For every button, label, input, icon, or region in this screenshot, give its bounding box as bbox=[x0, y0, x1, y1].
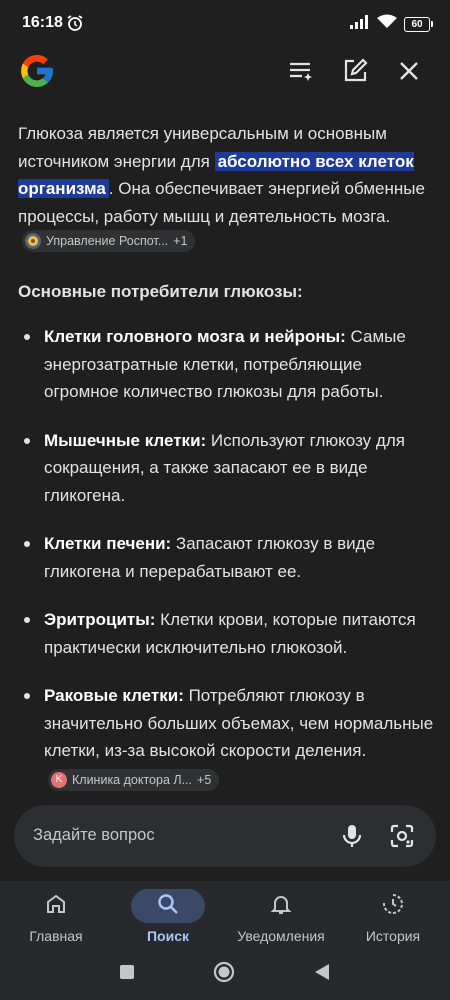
home-button-icon[interactable] bbox=[213, 961, 235, 988]
nav-label: Главная bbox=[29, 928, 83, 944]
battery-icon bbox=[404, 17, 430, 32]
back-icon[interactable] bbox=[313, 963, 331, 986]
close-icon[interactable] bbox=[396, 58, 422, 84]
intro-text: Глюкоза является универсальным и основным источником энергии для bbox=[18, 124, 387, 171]
source-chip-count: +1 bbox=[173, 234, 188, 248]
top-bar bbox=[0, 46, 450, 96]
list-item: Раковые клетки: Потребляют глюкозу в значительно больших объемах, чем нормальные клетки, из-за высокой скорости деления. K Клиника доктора Л... +5 bbox=[18, 682, 434, 792]
source-chip[interactable] bbox=[48, 769, 219, 791]
ai-answer bbox=[18, 120, 434, 813]
consumers-list bbox=[18, 323, 434, 792]
section-title: Основные потребители глюкозы: bbox=[18, 281, 303, 301]
recents-icon[interactable] bbox=[119, 964, 135, 985]
clinic-avatar-icon: K bbox=[51, 772, 67, 788]
status-icons bbox=[350, 14, 430, 34]
list-item: Мышечные клетки: Используют глюкозу для сокращения, а также запасают ее в виде гликогена. bbox=[18, 427, 434, 510]
source-emblem-icon bbox=[25, 233, 41, 249]
source-chip[interactable] bbox=[22, 230, 195, 252]
battery-level: 60 bbox=[411, 18, 423, 30]
nav-label: История bbox=[365, 928, 421, 944]
list-item: Эритроциты: Клетки крови, которые питаются практически исключительно глюкозой. bbox=[18, 606, 434, 661]
home-icon bbox=[44, 892, 68, 921]
signal-icon bbox=[350, 15, 370, 34]
alarm-icon bbox=[66, 14, 84, 37]
list-sparkle-icon[interactable] bbox=[288, 58, 314, 84]
nav-label: Поиск bbox=[146, 928, 189, 944]
status-bar bbox=[0, 0, 450, 46]
source-chip-count: +5 bbox=[197, 772, 212, 787]
system-nav bbox=[0, 962, 450, 982]
list-item: Клетки головного мозга и нейроны: Самые энергозатратные клетки, потребляющие огромное количество глюкозы для работы. bbox=[18, 323, 434, 406]
nav-history[interactable] bbox=[337, 881, 449, 944]
nav-label: Уведомления bbox=[237, 928, 325, 944]
edit-icon[interactable] bbox=[342, 58, 368, 84]
google-logo[interactable] bbox=[18, 52, 56, 95]
history-icon bbox=[381, 892, 405, 921]
ask-input[interactable] bbox=[14, 805, 436, 867]
answer-intro bbox=[18, 120, 434, 258]
nav-home[interactable] bbox=[0, 881, 112, 944]
nav-search[interactable] bbox=[112, 881, 224, 944]
source-chip-label: Клиника доктора Л... bbox=[72, 772, 193, 787]
intro-highlight[interactable]: абсолютно всех клеток организма bbox=[18, 151, 414, 198]
mic-icon[interactable] bbox=[340, 823, 364, 854]
nav-notifications[interactable] bbox=[225, 881, 337, 944]
top-actions bbox=[288, 58, 422, 84]
list-item: Клетки печени: Запасают глюкозу в виде гликогена и перерабатывают ее. bbox=[18, 530, 434, 585]
source-chip-label: Управление Роспот... bbox=[46, 234, 169, 248]
lens-icon[interactable] bbox=[389, 823, 415, 854]
status-time: 16:18 bbox=[22, 14, 63, 31]
wifi-icon bbox=[377, 14, 397, 34]
bell-icon bbox=[269, 892, 293, 921]
search-icon bbox=[156, 892, 180, 921]
ask-placeholder: Задайте вопрос bbox=[33, 826, 155, 844]
intro-text-after: . Она обеспечивает энергией обменные процессы, работу мышц и деятельность мозга. bbox=[18, 179, 425, 226]
